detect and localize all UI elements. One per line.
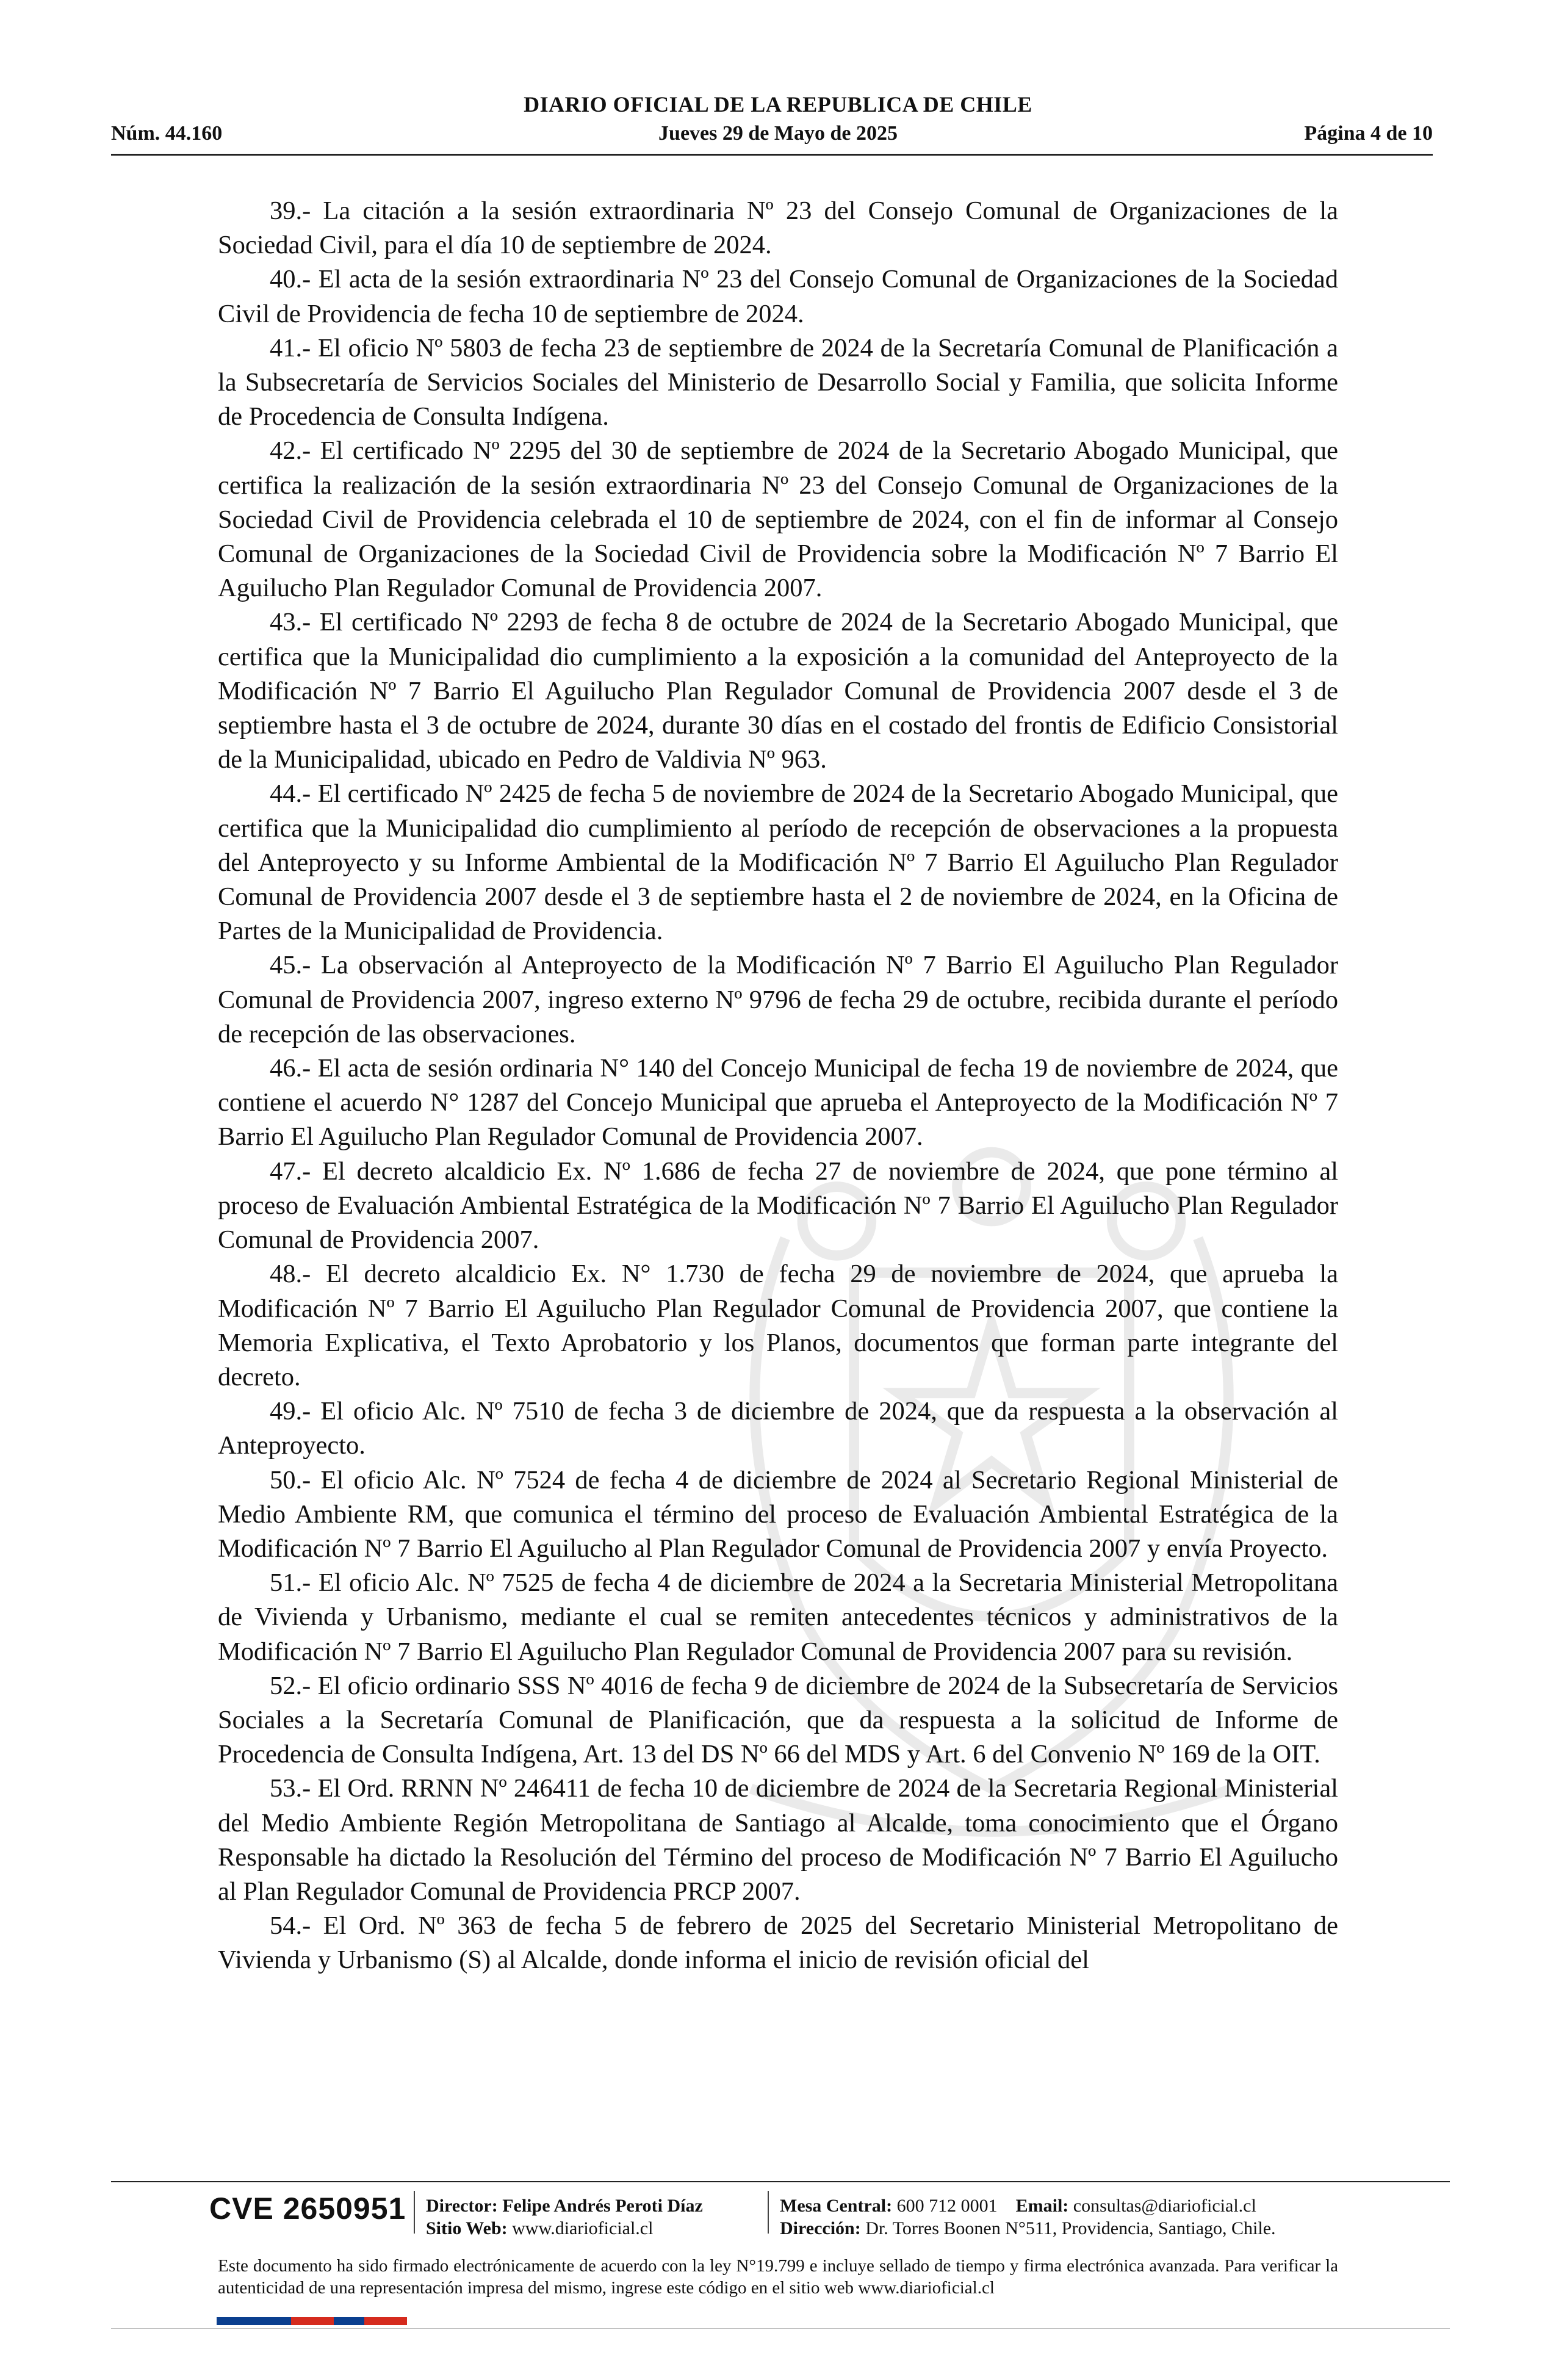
paragraph-43: 43.- El certificado Nº 2293 de fecha 8 de octubre de 2024 de la Secretario Abogado Municipal, que certifica que la Municipalidad dio cumplimiento a la exposición a la comunidad del Anteproyecto de la Modificación Nº 7 Barrio El Aguilucho Plan Regulador Comunal de Providencia 2007 desde el 3 de septiembre hasta el 3 de octubre de 2024, durante 30 días en el costado del frontis de Edificio Consistorial de la Municipalidad, ubicado en Pedro de Valdivia Nº 963. [218, 608, 1338, 774]
footer-contact-block [780, 2194, 1276, 2240]
paragraph-48: 48.- El decreto alcaldicio Ex. N° 1.730 de fecha 29 de noviembre de 2024, que aprueba la Modificación Nº 7 Barrio El Aguilucho Plan Regulador Comunal de Providencia 2007, que contiene la Memoria Explicativa, el Texto Aprobatorio y los Planos, documentos que forman parte integrante del decreto. [218, 1260, 1338, 1391]
paragraph-51: 51.- El oficio Alc. Nº 7525 de fecha 4 de diciembre de 2024 a la Secretaria Ministerial Metropolitana de Vivienda y Urbanismo, mediante el cual se remiten antecedentes técnicos y administrativos de la Modificación Nº 7 Barrio El Aguilucho Plan Regulador Comunal de Providencia 2007 para su revisión. [218, 1568, 1338, 1666]
paragraph-50: 50.- El oficio Alc. Nº 7524 de fecha 4 de diciembre de 2024 al Secretario Regional Ministerial de Medio Ambiente RM, que comunica el término del proceso de Evaluación Ambiental Estratégica de la Modificación Nº 7 Barrio El Aguilucho al Plan Regulador Comunal de Providencia 2007 y envía Proyecto. [218, 1465, 1338, 1563]
flag-segment [364, 2317, 407, 2325]
paragraph-39: 39.- La citación a la sesión extraordinaria Nº 23 del Consejo Comunal de Organizaciones de la Sociedad Civil, para el día 10 de septiembre de 2024. [218, 197, 1338, 260]
bottom-divider [111, 2328, 1450, 2329]
address-label: Dirección: [780, 2218, 861, 2238]
paragraph-41: 41.- El oficio Nº 5803 de fecha 23 de septiembre de 2024 de la Secretaría Comunal de Planificación a la Subsecretaría de Servicios Sociales del Ministerio de Desarrollo Social y Familia, que solicita Informe de Procedencia de Consulta Indígena. [218, 333, 1338, 431]
paragraph-44: 44.- El certificado Nº 2425 de fecha 5 de noviembre de 2024 de la Secretario Abogado Municipal, que certifica que la Municipalidad dio cumplimiento al período de recepción de observaciones a la propuesta del Anteproyecto y su Informe Ambiental de la Modificación Nº 7 Barrio El Aguilucho Plan Regulador Comunal de Providencia 2007 desde el 3 de septiembre hasta el 2 de noviembre de 2024, en la Oficina de Partes de la Municipalidad de Providencia. [218, 779, 1338, 946]
flag-segment [334, 2317, 364, 2325]
paragraph-45: 45.- La observación al Anteproyecto de la Modificación Nº 7 Barrio El Aguilucho Plan Regulador Comunal de Providencia 2007, ingreso externo Nº 9796 de fecha 29 de octubre, recibida durante el período de recepción de las observaciones. [218, 951, 1338, 1048]
footer-director-block [426, 2194, 703, 2240]
document-body [218, 194, 1338, 1978]
flag-segment [217, 2317, 291, 2325]
header-divider [111, 154, 1433, 156]
issue-date: Jueves 29 de Mayo de 2025 [658, 122, 898, 145]
footer-separator [768, 2191, 769, 2234]
issue-number: Núm. 44.160 [111, 122, 223, 145]
footer-separator [414, 2191, 415, 2234]
email-label: Email: [1015, 2196, 1069, 2216]
footer-divider [111, 2181, 1450, 2182]
paragraph-49: 49.- El oficio Alc. Nº 7510 de fecha 3 de diciembre de 2024, que da respuesta a la observación al Anteproyecto. [218, 1397, 1338, 1460]
paragraph-52: 52.- El oficio ordinario SSS Nº 4016 de fecha 9 de diciembre de 2024 de la Subsecretaría de Servicios Sociales a la Secretaría Comunal de Planificación, que da respuesta a la solicitud de Informe de Procedencia de Consulta Indígena, Art. 13 del DS Nº 66 del MDS y Art. 6 del Convenio Nº 169 de la OIT. [218, 1671, 1338, 1769]
chile-flag-bar [217, 2317, 407, 2325]
paragraph-54: 54.- El Ord. Nº 363 de fecha 5 de febrero de 2025 del Secretario Ministerial Metropolitano de Vivienda y Urbanismo (S) al Alcalde, donde informa el inicio de revisión oficial del [218, 1911, 1338, 1975]
paragraph-53: 53.- El Ord. RRNN Nº 246411 de fecha 10 de diciembre de 2024 de la Secretaria Regional Ministerial del Medio Ambiente Región Metropolitana de Santiago al Alcalde, toma conocimiento que el Órgano Responsable ha dictado la Resolución del Término del proceso de Modificación Nº 7 Barrio El Aguilucho al Plan Regulador Comunal de Providencia PRCP 2007. [218, 1774, 1338, 1906]
legal-notice: Este documento ha sido firmado electrónicamente de acuerdo con la ley N°19.799 e incluye sellado de tiempo y firma electrónica avanzada. Para verificar la autenticidad de una representación impresa del mismo, ingrese este código en el sitio web www.diarioficial.cl [218, 2256, 1338, 2298]
paragraph-40: 40.- El acta de la sesión extraordinaria Nº 23 del Consejo Comunal de Organizaciones de la Sociedad Civil de Providencia de fecha 10 de septiembre de 2024. [218, 265, 1338, 328]
site-link[interactable]: www.diarioficial.cl [512, 2218, 654, 2238]
address-value: Dr. Torres Boonen N°511, Providencia, Santiago, Chile. [865, 2218, 1276, 2238]
email-link[interactable]: consultas@diarioficial.cl [1073, 2196, 1256, 2216]
mesa-label: Mesa Central: [780, 2196, 893, 2216]
paragraph-42: 42.- El certificado Nº 2295 del 30 de septiembre de 2024 de la Secretario Abogado Municipal, que certifica la realización de la sesión extraordinaria Nº 23 del Consejo Comunal de Organizaciones de la Sociedad Civil de Providencia celebrada el 10 de septiembre de 2024, con el fin de informar al Consejo Comunal de Organizaciones de la Sociedad Civil de Providencia sobre la Modificación Nº 7 Barrio El Aguilucho Plan Regulador Comunal de Providencia 2007. [218, 436, 1338, 603]
cve-code: CVE 2650951 [209, 2191, 406, 2226]
flag-segment [291, 2317, 334, 2325]
page-number: Página 4 de 10 [1304, 122, 1433, 145]
publication-title: DIARIO OFICIAL DE LA REPUBLICA DE CHILE [524, 92, 1032, 117]
director-label: Director: [426, 2196, 498, 2216]
director-name: Felipe Andrés Peroti Díaz [502, 2196, 703, 2216]
paragraph-46: 46.- El acta de sesión ordinaria N° 140 del Concejo Municipal de fecha 19 de noviembre de 2024, que contiene el acuerdo N° 1287 del Concejo Municipal que aprueba el Anteproyecto de la Modificación Nº 7 Barrio El Aguilucho Plan Regulador Comunal de Providencia 2007. [218, 1054, 1338, 1152]
mesa-phone: 600 712 0001 [896, 2196, 998, 2216]
paragraph-47: 47.- El decreto alcaldicio Ex. Nº 1.686 de fecha 27 de noviembre de 2024, que pone término al proceso de Evaluación Ambiental Estratégica de la Modificación Nº 7 Barrio El Aguilucho Plan Regulador Comunal de Providencia 2007. [218, 1156, 1338, 1255]
site-label: Sitio Web: [426, 2218, 508, 2238]
